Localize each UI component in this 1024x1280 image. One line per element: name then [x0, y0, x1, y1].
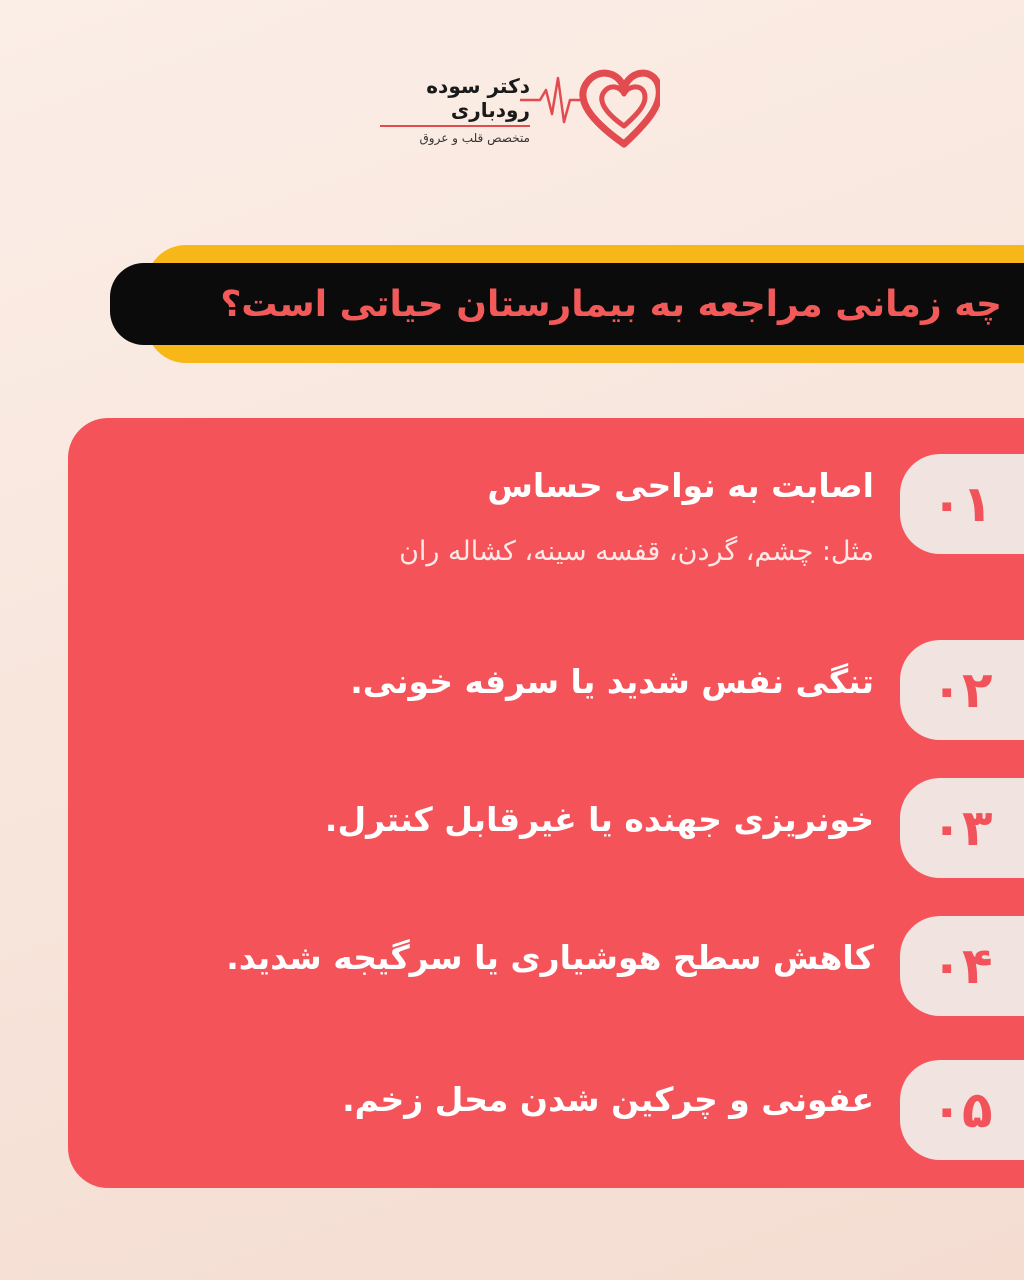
list-item: [124, 916, 1024, 1026]
brand-divider: [380, 125, 530, 127]
title-bar: [110, 263, 1024, 345]
list-item: [124, 640, 1024, 750]
page-title: چه زمانی مراجعه به بیمارستان حیاتی است؟: [220, 283, 1002, 325]
item-number: ۰۳: [931, 799, 993, 857]
item-title: کاهش سطح هوشیاری یا سرگیجه شدید.: [226, 938, 874, 977]
item-title: تنگی نفس شدید یا سرفه خونی.: [350, 662, 874, 701]
item-number: ۰۲: [931, 661, 993, 719]
item-title: خونریزی جهنده یا غیرقابل کنترل.: [324, 800, 874, 839]
heart-pulse-icon: [520, 62, 660, 154]
brand-name: دکتر سوده رودباری: [426, 74, 530, 122]
number-badge: [900, 454, 1024, 554]
number-badge: [900, 916, 1024, 1016]
list-item: [124, 446, 1024, 596]
list-item: [124, 1060, 1024, 1170]
content-card: [68, 418, 1024, 1188]
item-title: اصابت به نواحی حساس: [487, 466, 874, 505]
list-item: [124, 778, 1024, 888]
item-number: ۰۵: [931, 1081, 993, 1139]
brand-logo: [370, 62, 660, 154]
number-badge: [900, 1060, 1024, 1160]
item-number: ۰۱: [931, 475, 993, 533]
brand-subtitle: متخصص قلب و عروق: [419, 131, 530, 145]
brand-text: [370, 74, 530, 145]
item-number: ۰۴: [931, 937, 993, 995]
number-badge: [900, 640, 1024, 740]
number-badge: [900, 778, 1024, 878]
item-subtitle: مثل: چشم، گردن، قفسه سینه، کشاله ران: [399, 536, 874, 567]
title-banner: [110, 245, 1024, 363]
item-title: عفونی و چرکین شدن محل زخم.: [342, 1080, 874, 1119]
